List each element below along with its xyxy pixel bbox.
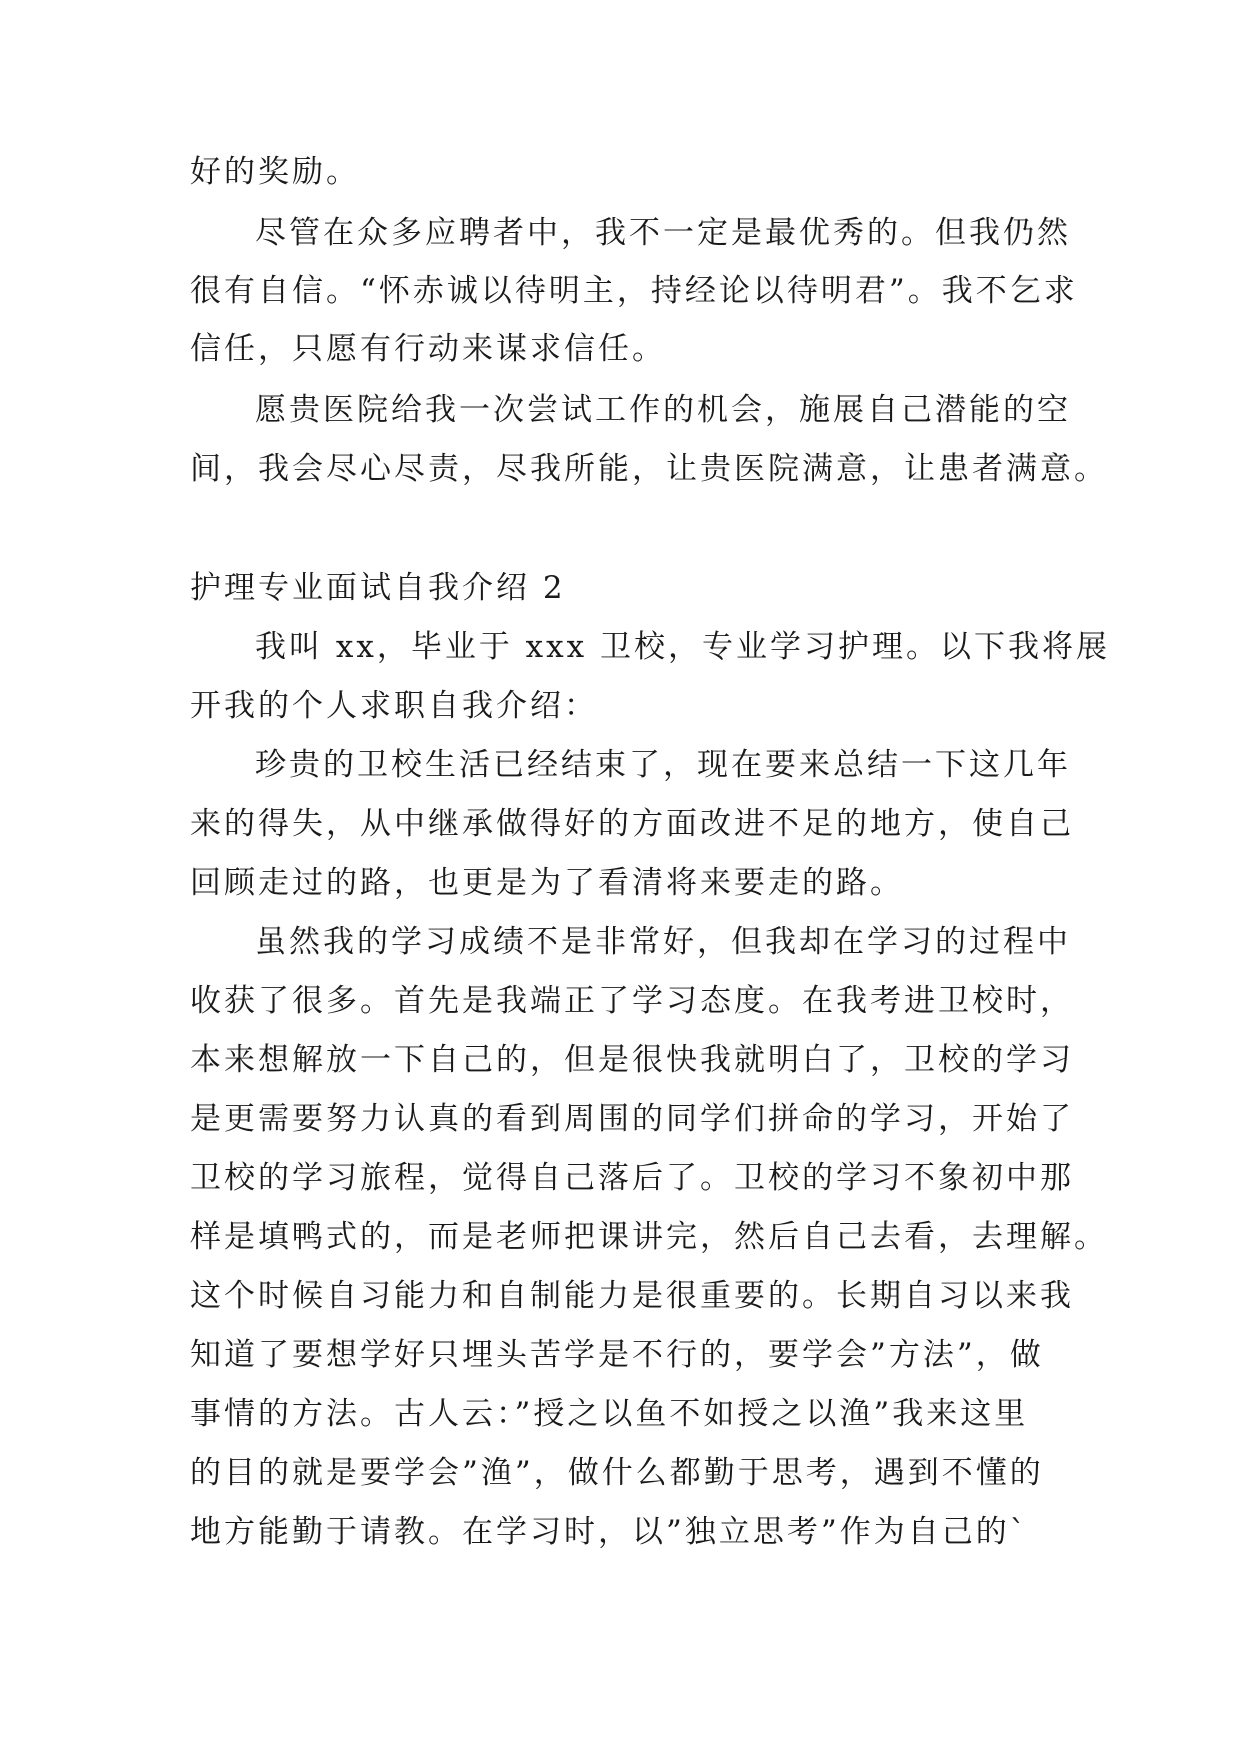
paragraph-line: 这个时候自习能力和自制能力是很重要的。长期自习以来我 <box>190 1278 1074 1314</box>
paragraph-line: 我叫 xx，毕业于 xxx 卫校，专业学习护理。以下我将展 <box>255 629 1110 665</box>
paragraph-line: 珍贵的卫校生活已经结束了，现在要来总结一下这几年 <box>255 747 1071 783</box>
paragraph-line: 虽然我的学习成绩不是非常好，但我却在学习的过程中 <box>255 924 1071 960</box>
paragraph-line: 样是填鸭式的，而是老师把课讲完，然后自己去看，去理解。 <box>190 1219 1108 1255</box>
paragraph-line: 信任，只愿有行动来谋求信任。 <box>190 331 666 367</box>
paragraph-line: 是更需要努力认真的看到周围的同学们拼命的学习，开始了 <box>190 1101 1074 1137</box>
paragraph-line: 地方能勤于请教。在学习时，以”独立思考”作为自己的` <box>190 1514 1029 1550</box>
paragraph-line: 事情的方法。古人云：”授之以鱼不如授之以渔”我来这里 <box>190 1396 1029 1432</box>
paragraph-line: 间，我会尽心尽责，尽我所能，让贵医院满意，让患者满意。 <box>190 451 1108 487</box>
paragraph-line: 知道了要想学好只埋头苦学是不行的，要学会”方法”，做 <box>190 1337 1044 1373</box>
paragraph-line: 本来想解放一下自己的，但是很快我就明白了，卫校的学习 <box>190 1042 1074 1078</box>
paragraph-line: 很有自信。“怀赤诚以待明主，持经论以待明君”。我不乞求 <box>190 273 1078 309</box>
paragraph-line: 卫校的学习旅程，觉得自己落后了。卫校的学习不象初中那 <box>190 1160 1074 1196</box>
paragraph-line: 来的得失，从中继承做得好的方面改进不足的地方，使自己 <box>190 806 1074 842</box>
paragraph-line: 收获了很多。首先是我端正了学习态度。在我考进卫校时， <box>190 983 1074 1019</box>
paragraph-line: 尽管在众多应聘者中，我不一定是最优秀的。但我仍然 <box>255 215 1071 251</box>
section-heading: 护理专业面试自我介绍 2 <box>190 570 566 606</box>
paragraph-line: 回顾走过的路，也更是为了看清将来要走的路。 <box>190 865 904 901</box>
paragraph-line: 愿贵医院给我一次尝试工作的机会，施展自己潜能的空 <box>255 392 1071 428</box>
paragraph-line: 开我的个人求职自我介绍： <box>190 688 598 724</box>
paragraph-line: 的目的就是要学会”渔”，做什么都勤于思考，遇到不懂的 <box>190 1455 1044 1491</box>
paragraph-line: 好的奖励。 <box>190 154 360 190</box>
